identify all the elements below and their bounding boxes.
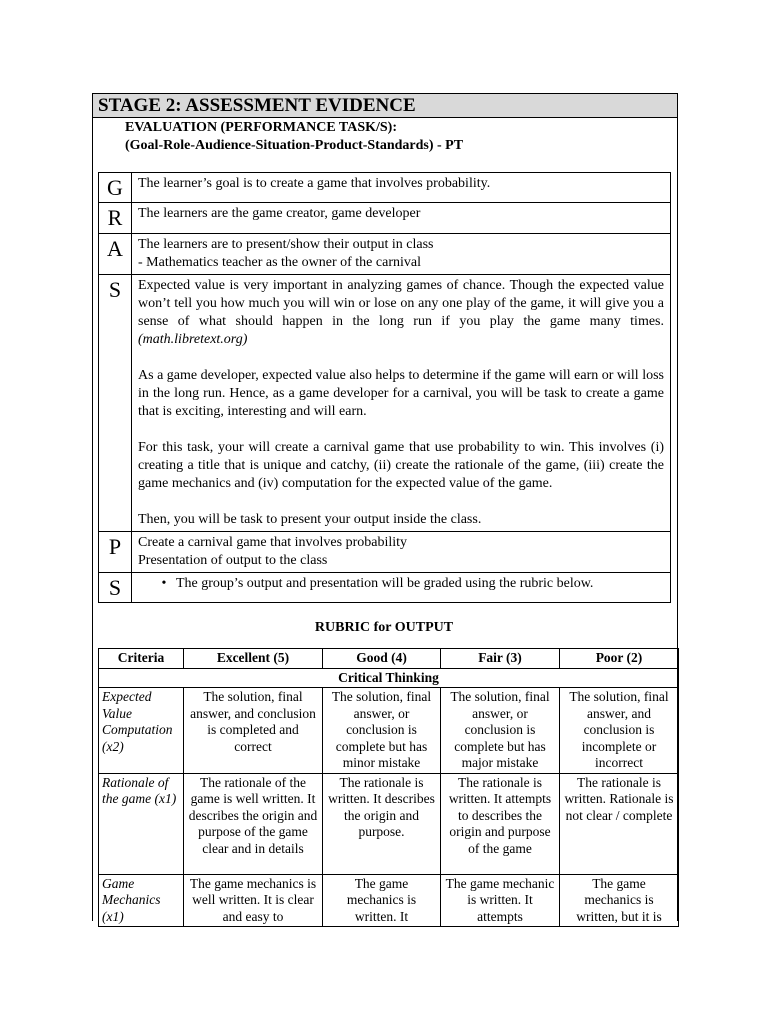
- situation-paragraph-4: Then, you will be task to present your output inside the class.: [138, 512, 482, 527]
- rubric-header: Excellent (5): [184, 649, 323, 669]
- table-row: [99, 688, 679, 774]
- situation-p1-text: Expected value is very important in analyzing games of chance. Though the expected value won’t tell you how much you will win or lose on any one play of the game, it will give you a sense of what should happen in the long run if you play the game many times.: [138, 278, 664, 329]
- grasps-letter: R: [99, 203, 132, 234]
- rubric-header-row: [99, 649, 679, 669]
- rubric-cell: The rationale is written. It describes the origin and purpose.: [323, 773, 441, 874]
- rubric-criteria: Game Mechanics (x1): [99, 874, 184, 927]
- rubric-cell: The solution, final answer, and conclusion is incomplete or incorrect: [560, 688, 679, 774]
- table-row: [99, 773, 679, 874]
- rubric-header: Poor (2): [560, 649, 679, 669]
- rubric-cell: The game mechanics is written. It: [323, 874, 441, 927]
- evaluation-heading: [125, 119, 463, 155]
- grasps-text: [132, 234, 671, 275]
- situation-paragraph-3: For this task, your will create a carnival game that use probability to win. This involves (i) creating a title that is unique and catchy, (ii) create the rationale of the game, (iii) create the game mechanics and (iv) computation for the expected value of the game.: [138, 440, 664, 491]
- grasps-letter: P: [99, 532, 132, 573]
- rubric-table: [98, 648, 679, 927]
- grasps-row-standards: [99, 573, 671, 603]
- grasps-row-product: [99, 532, 671, 573]
- rubric-cell: The solution, final answer, or conclusion is complete but has minor mistake: [323, 688, 441, 774]
- rubric-cell: The rationale is written. Rationale is not clear / complete: [560, 773, 679, 874]
- grasps-row-situation: [99, 275, 671, 532]
- situation-paragraph-2: As a game developer, expected value also helps to determine if the game will earn or will loss in the long run. Hence, as a game developer for a carnival, you will be task to create a game that is exciting, interesting and will earn.: [138, 368, 664, 419]
- grasps-row-goal: [99, 173, 671, 203]
- audience-line1: The learners are to present/show their output in class: [138, 237, 434, 252]
- audience-line2: - Mathematics teacher as the owner of the carnival: [138, 255, 421, 270]
- rubric-cell: The game mechanics is written, but it is: [560, 874, 679, 927]
- rubric-cell: The solution, final answer, and conclusion is completed and correct: [184, 688, 323, 774]
- rubric-cell: The game mechanic is written. It attempts: [441, 874, 560, 927]
- product-line2: Presentation of output to the class: [138, 553, 328, 568]
- bullet-icon: •: [161, 576, 167, 591]
- grasps-letter: S: [99, 275, 132, 532]
- rubric-header: Good (4): [323, 649, 441, 669]
- rubric-cell: The rationale of the game is well written. It describes the origin and purpose of the game clear and in details: [184, 773, 323, 874]
- situation-paragraph-1: [138, 277, 664, 349]
- grasps-text: [132, 275, 671, 532]
- rubric-header: Fair (3): [441, 649, 560, 669]
- rubric-criteria: Rationale of the game (x1): [99, 773, 184, 874]
- table-row: [99, 874, 679, 927]
- situation-citation: (math.libretext.org): [138, 332, 248, 347]
- grasps-letter: G: [99, 173, 132, 203]
- evaluation-line1: EVALUATION (PERFORMANCE TASK/S):: [125, 120, 397, 135]
- rubric-header: Criteria: [99, 649, 184, 669]
- evaluation-line2: (Goal-Role-Audience-Situation-Product-Standards) - PT: [125, 138, 464, 153]
- rubric-cell: The game mechanics is well written. It is clear and easy to: [184, 874, 323, 927]
- rubric-section-label: Critical Thinking: [99, 668, 679, 688]
- grasps-row-role: [99, 203, 671, 234]
- grasps-text: [132, 573, 671, 603]
- grasps-table: [98, 172, 671, 603]
- standards-text: The group’s output and presentation will be graded using the rubric below.: [176, 576, 594, 591]
- rubric-criteria: Expected Value Computation (x2): [99, 688, 184, 774]
- grasps-text: [132, 532, 671, 573]
- grasps-row-audience: [99, 234, 671, 275]
- rubric-cell: The rationale is written. It attempts to describes the origin and purpose of the game: [441, 773, 560, 874]
- rubric-title: RUBRIC for OUTPUT: [314, 620, 454, 635]
- grasps-text: The learners are the game creator, game developer: [132, 203, 671, 234]
- product-line1: Create a carnival game that involves probability: [138, 535, 408, 550]
- grasps-letter: A: [99, 234, 132, 275]
- grasps-letter: S: [99, 573, 132, 603]
- grasps-text: The learner’s goal is to create a game that involves probability.: [132, 173, 671, 203]
- stage-title: STAGE 2: ASSESSMENT EVIDENCE: [92, 93, 678, 118]
- rubric-section-row: [99, 668, 679, 688]
- rubric-cell: The solution, final answer, or conclusion is complete but has major mistake: [441, 688, 560, 774]
